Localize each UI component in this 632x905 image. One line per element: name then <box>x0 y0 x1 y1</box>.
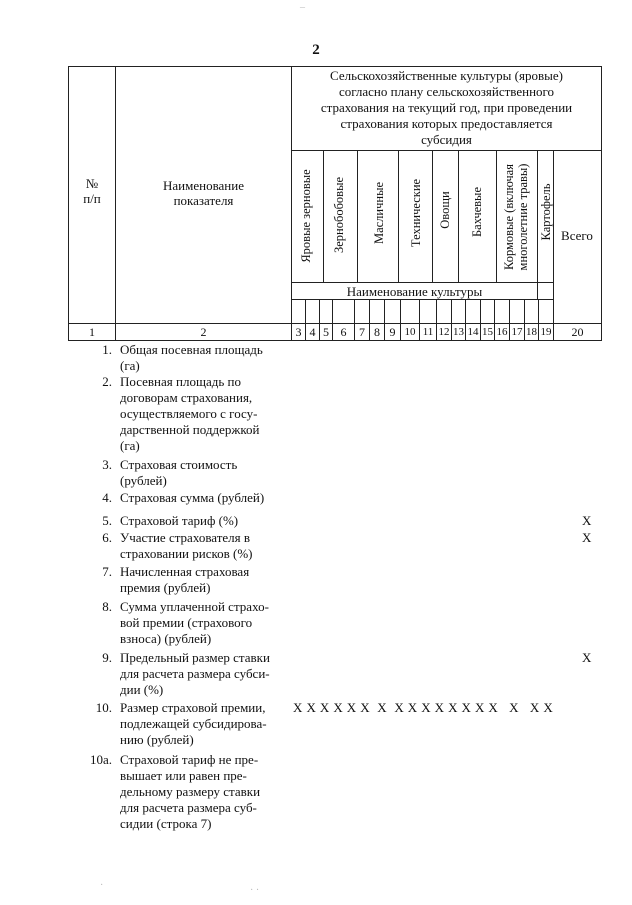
col-number: 18 <box>526 326 537 338</box>
row-label: Страховой тариф (%) <box>120 513 239 528</box>
row-label: Сумма уплаченной страхо- вой премии (страхового взноса) (рублей) <box>120 599 269 646</box>
row-label: Размер страховой премии, подлежащей субсидирова- нию (рублей) <box>120 700 267 747</box>
row-label: Начисленная страховая премия (рублей) <box>120 564 250 595</box>
row-x-mark: X <box>582 530 592 545</box>
crop-label: Зернобобовые <box>332 176 346 254</box>
row-x-marks: X X X X X X X X X X X X X X X X X X <box>293 700 554 715</box>
row-number: 9. <box>102 650 112 665</box>
col-number: 5 <box>323 325 329 339</box>
col-number: 4 <box>309 325 316 339</box>
scan-artifact: – <box>300 2 305 13</box>
col-number: 10 <box>404 326 416 338</box>
col-number: 2 <box>200 325 207 339</box>
crop-label: Яровые зерновые <box>299 169 313 263</box>
scan-artifact: · <box>100 880 104 891</box>
col-number: 15 <box>482 326 493 338</box>
crop-label: Кормовые (включая многолетние травы) <box>502 163 530 271</box>
crop-name-row: Наименование культуры <box>346 284 483 299</box>
col-number: 20 <box>571 325 584 339</box>
row-number: 4. <box>102 490 112 505</box>
crop-label: Технические <box>409 178 423 248</box>
col-number: 17 <box>511 326 523 338</box>
row-number: 10a. <box>89 752 112 767</box>
col-number: 9 <box>389 325 396 339</box>
col-number: 7 <box>359 325 365 339</box>
row-number: 1. <box>102 342 112 357</box>
crop-label: Овощи <box>438 191 452 229</box>
header-total: Всего <box>561 228 593 243</box>
page-number: 2 <box>312 42 320 58</box>
row-label: Страховая стоимость (рублей) <box>120 457 238 488</box>
col-number: 13 <box>453 326 464 338</box>
col-number: 14 <box>467 326 479 338</box>
row-label: Общая посевная площадь (га) <box>120 342 263 373</box>
row-number: 3. <box>102 457 112 472</box>
row-x-mark: X <box>582 513 592 528</box>
row-number: 5. <box>102 513 112 528</box>
col-number: 12 <box>438 326 450 338</box>
col-number: 16 <box>496 326 508 338</box>
crop-label: Масличные <box>372 181 386 245</box>
row-number: 10. <box>95 700 112 715</box>
header-group-title: Сельскохозяйственные культуры (яровые) согласно плану сельскохозяйственного страхования на текущий год, при проведении страхования которых предоставляется субсидия <box>320 68 573 147</box>
header-col-num: № п/п <box>83 176 101 206</box>
row-label: Страховой тариф не пре- вышает или равен пре- дельному размеру ставки для расчета размера суб- сидии (строка 7) <box>120 752 261 831</box>
col-number: 8 <box>374 325 380 339</box>
col-number: 19 <box>540 326 552 338</box>
col-number: 1 <box>89 325 95 339</box>
col-number: 3 <box>295 325 302 339</box>
header-col-name: Наименование показателя <box>163 178 244 208</box>
col-number: 11 <box>422 326 434 338</box>
row-label: Участие страхователя в страховании рисков (%) <box>120 530 253 561</box>
row-label: Страховая сумма (рублей) <box>120 490 265 505</box>
scan-artifact: · · <box>250 885 260 896</box>
row-label: Предельный размер ставки для расчета размера субси- дии (%) <box>120 650 270 697</box>
row-label: Посевная площадь по договорам страхования, осуществляемого с госу- дарственной поддержкой (га) <box>120 374 260 453</box>
crop-label: Бахчевые <box>470 186 484 238</box>
row-number: 2. <box>102 374 112 389</box>
row-number: 8. <box>102 599 112 614</box>
crop-label: Картофель <box>539 183 553 241</box>
row-x-mark: X <box>582 650 592 665</box>
col-number: 6 <box>340 325 347 339</box>
row-number: 7. <box>102 564 112 579</box>
row-number: 6. <box>102 530 112 545</box>
